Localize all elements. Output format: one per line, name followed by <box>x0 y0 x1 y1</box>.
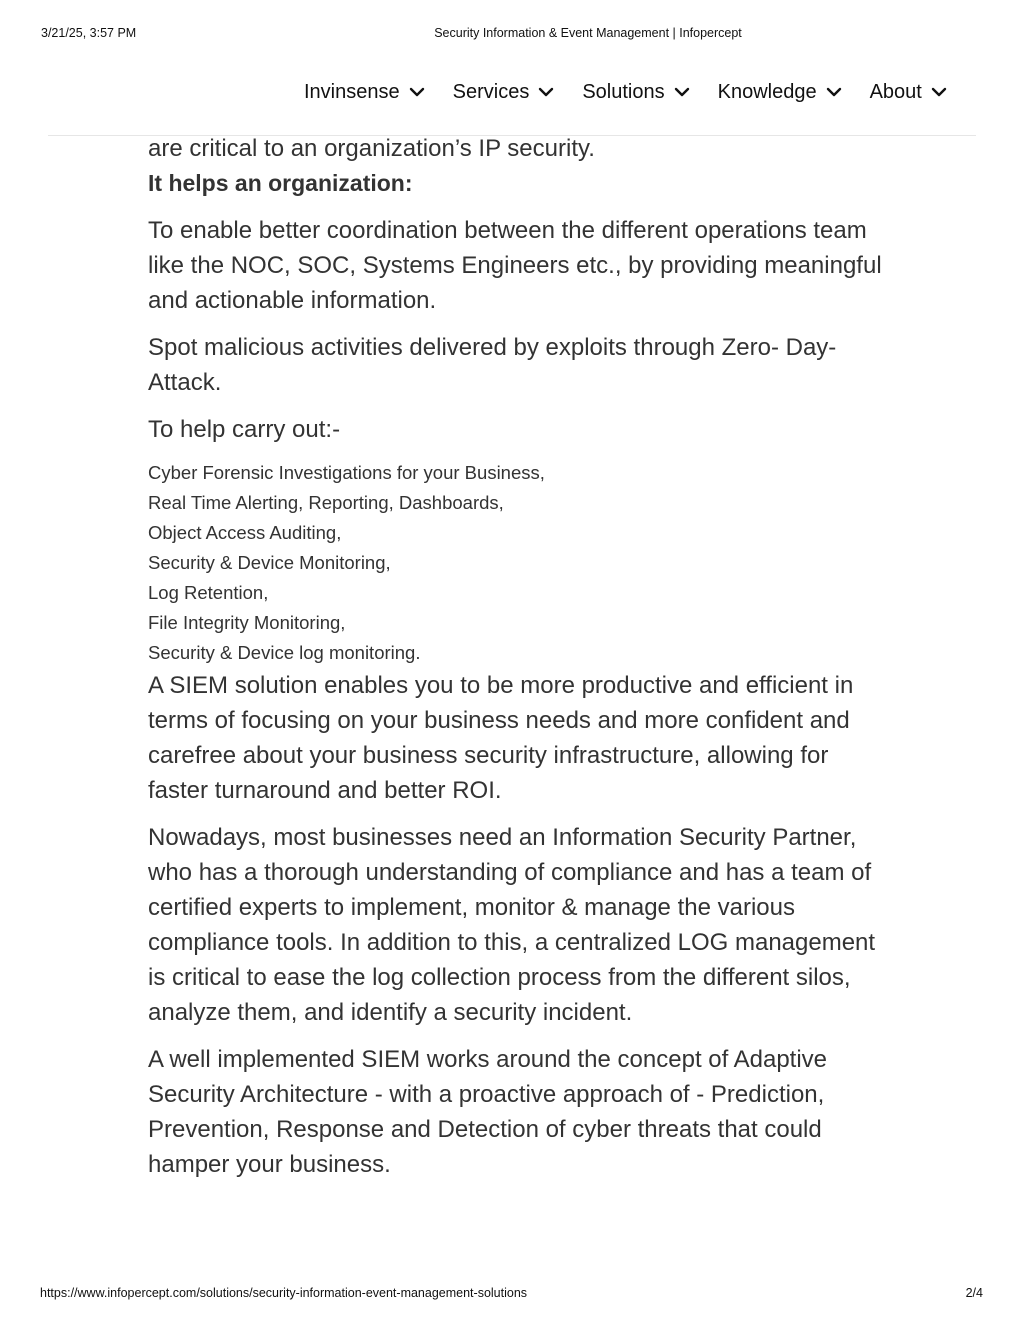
carry-out-heading: To help carry out:- <box>148 416 341 443</box>
helps-heading: It helps an organization: <box>148 170 413 196</box>
nav-item-label: Services <box>452 80 530 103</box>
print-page-url: https://www.infopercept.com/solutions/security-information-event-management-solutions <box>40 1286 528 1300</box>
list-item: Security & Device log monitoring. <box>148 642 421 663</box>
chevron-down-icon <box>826 86 842 98</box>
nav-item-about[interactable] <box>870 81 947 104</box>
chevron-down-icon <box>538 86 554 98</box>
nav-item-knowledge[interactable] <box>718 81 842 104</box>
list-item: Real Time Alerting, Reporting, Dashboards, <box>148 492 504 513</box>
chevron-down-icon <box>409 86 425 98</box>
partner-paragraph: Nowadays, most businesses need an Information Security Partner, who has a thorough understanding of compliance and has a team of certified experts to implement, monitor & manage the various compliance tools. In addition to this, a centralized LOG management is critical to ease the log collection process from the different silos, analyze them, and identify a security incident. <box>148 824 876 1026</box>
coordination-paragraph: To enable better coordination between the different operations team like the NOC, SOC, Systems Engineers etc., by providing meaningful and actionable information. <box>148 217 882 314</box>
list-item: Security & Device Monitoring, <box>148 552 391 573</box>
print-page-number: 2/4 <box>965 1286 983 1300</box>
list-item: Log Retention, <box>148 582 269 603</box>
print-footer <box>0 1286 1024 1302</box>
nav-item-label: About <box>869 80 922 103</box>
chevron-down-icon <box>931 86 947 98</box>
main-navigation <box>304 78 947 106</box>
adaptive-paragraph: A well implemented SIEM works around the concept of Adaptive Security Architecture - with a proactive approach of - Prediction, Prevention, Response and Detection of cyber threats that could hamper your business. <box>148 1046 828 1178</box>
carry-out-list <box>148 458 888 668</box>
intro-tail-text: are critical to an organization’s IP security. <box>148 135 595 162</box>
nav-item-solutions[interactable] <box>582 81 689 104</box>
list-item: Object Access Auditing, <box>148 522 342 543</box>
print-header <box>0 26 1024 42</box>
zero-day-paragraph: Spot malicious activities delivered by exploits through Zero- Day-Attack. <box>148 334 837 396</box>
nav-item-label: Solutions <box>582 80 665 103</box>
siem-paragraph: A SIEM solution enables you to be more productive and efficient in terms of focusing on your business needs and more confident and carefree about your business security infrastructure, allowing for faster turnaround and better ROI. <box>148 672 854 804</box>
print-datetime: 3/21/25, 3:57 PM <box>41 26 137 40</box>
list-item: File Integrity Monitoring, <box>148 612 346 633</box>
list-item: Cyber Forensic Investigations for your Business, <box>148 462 545 483</box>
print-page-title <box>0 26 1024 40</box>
print-page-title-text: Security Information & Event Management | Infopercept <box>434 26 742 40</box>
nav-item-label: Invinsense <box>304 80 400 103</box>
chevron-down-icon <box>674 86 690 98</box>
nav-item-label: Knowledge <box>717 80 817 103</box>
article-content <box>148 131 888 1182</box>
nav-item-invinsense[interactable] <box>304 81 425 104</box>
nav-item-services[interactable] <box>453 81 555 104</box>
